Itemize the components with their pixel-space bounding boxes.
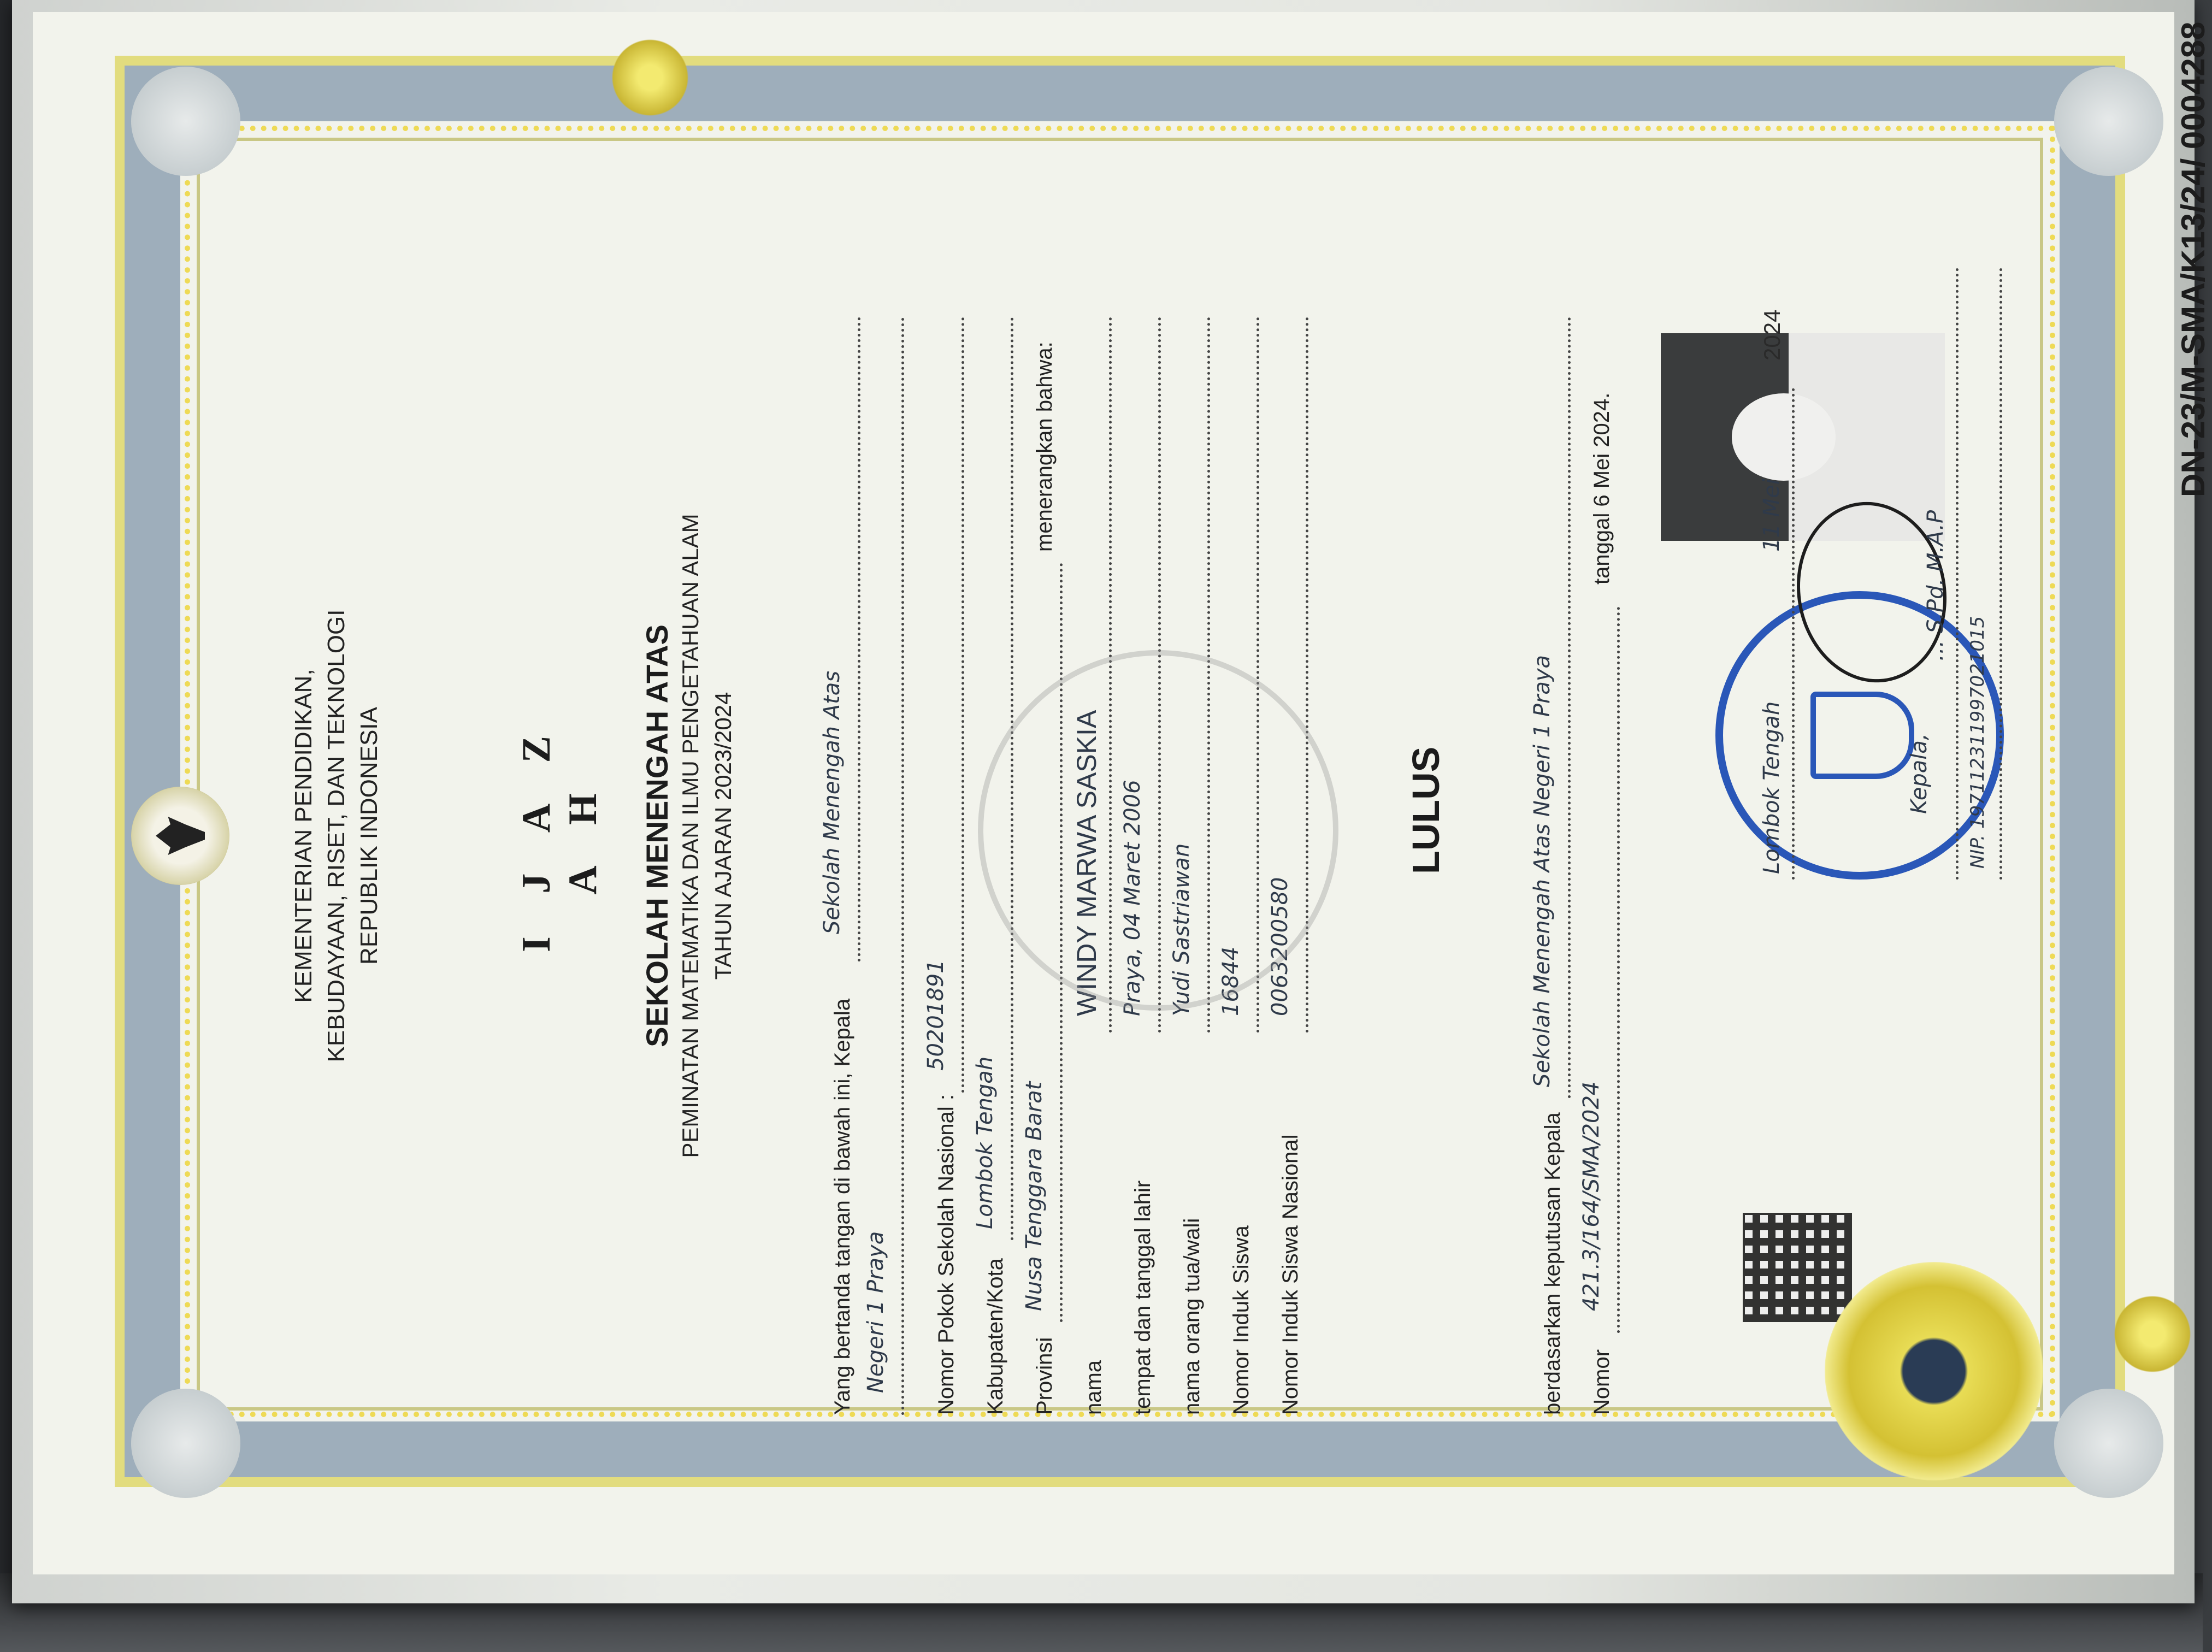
ministry-line-3: REPUBLIK INDONESIA — [356, 707, 382, 965]
intro-suffix: menerangkan bahwa: — [1033, 341, 1057, 552]
school-name-part1: Sekolah Menengah Atas — [819, 670, 845, 934]
decision-date: tanggal 6 Mei 2024. — [1590, 392, 1614, 585]
ministry-line-2: KEBUDAYAAN, RISET, DAN TEKNOLOGI — [323, 609, 350, 1063]
academic-year: TAHUN AJARAN 2023/2024 — [710, 692, 736, 980]
photo-face — [1732, 393, 1836, 481]
sign-head-label: Kepala, — [1907, 733, 1932, 814]
student-photo — [1661, 333, 1945, 541]
qr-code — [1743, 1213, 1852, 1322]
nis-label: Nomor Induk Siswa — [1229, 1225, 1253, 1415]
kab-label: Kabupaten/Kota — [983, 1258, 1007, 1415]
decision-number: 421.3/164/SMA/2024 — [1579, 1081, 1604, 1311]
name-label: nama — [1082, 1360, 1106, 1415]
npsn-label: Nomor Pokok Sekolah Nasional : — [934, 1094, 958, 1415]
dotted-line — [1568, 317, 1571, 1098]
dotted-line — [858, 317, 860, 961]
npsn-value: 50201891 — [923, 959, 948, 1071]
dotted-line — [962, 317, 964, 1093]
school-level: SEKOLAH MENENGAH ATAS — [640, 624, 674, 1047]
intro-prefix: Yang bertanda tangan di bawah ini, Kepala — [830, 998, 854, 1415]
birth-label: tempat dan tanggal lahir — [1131, 1180, 1155, 1415]
ministry-line-1: KEMENTERIAN PENDIDIKAN, — [290, 669, 317, 1003]
nisn-label: Nomor Induk Siswa Nasional — [1278, 1134, 1302, 1415]
dotted-line — [901, 317, 904, 1415]
sign-year: 2024 — [1759, 309, 1785, 361]
sign-name: ... S.Pd. M.A.P — [1923, 510, 1948, 661]
sign-nip: NIP. 197112311997021015 — [1967, 616, 1989, 869]
security-hologram-seal — [1825, 1262, 2043, 1480]
dotted-line — [1617, 606, 1620, 1333]
parent-value: Yudi Sastriawan — [1169, 843, 1194, 1016]
school-name-part2: Negeri 1 Praya — [863, 1231, 888, 1393]
sign-place: Lombok Tengah — [1759, 701, 1784, 874]
dotted-line — [1792, 388, 1795, 880]
result-lulus: LULUS — [1405, 746, 1447, 874]
decision-number-label: Nomor — [1590, 1349, 1614, 1415]
parent-label: nama orang tua/wali — [1180, 1218, 1204, 1415]
nis-value: 16844 — [1218, 946, 1243, 1016]
name-value: WINDY MARWA SASKIA — [1071, 710, 1102, 1016]
dotted-line — [1956, 268, 1959, 880]
prov-label: Provinsi — [1033, 1337, 1057, 1415]
prov-value: Nusa Tenggara Barat — [1022, 1081, 1047, 1311]
decision-school: Sekolah Menengah Atas Negeri 1 Praya — [1530, 654, 1555, 1087]
document-title: I J A Z A H — [514, 719, 605, 952]
sign-day-month: 11 Mei — [1759, 479, 1784, 552]
kab-value: Lombok Tengah — [972, 1056, 998, 1229]
birth-value: Praya, 04 Maret 2006 — [1120, 780, 1145, 1016]
decision-prefix: berdasarkan keputusan Kepala — [1541, 1112, 1565, 1415]
gold-ornament-corner — [2109, 1290, 2196, 1378]
watermark-seal — [978, 650, 1338, 1011]
serial-number: DN-23/M-SMA/K13/24/ 0004288 — [2175, 21, 2211, 497]
certificate-content — [33, 21, 2211, 1579]
nisn-value: 0063200580 — [1267, 877, 1293, 1016]
dotted-line — [1999, 268, 2002, 880]
program-line: PEMINATAN MATEMATIKA DAN ILMU PENGETAHUAN ALAM — [677, 514, 703, 1158]
stamp-emblem-icon — [1810, 692, 1914, 779]
